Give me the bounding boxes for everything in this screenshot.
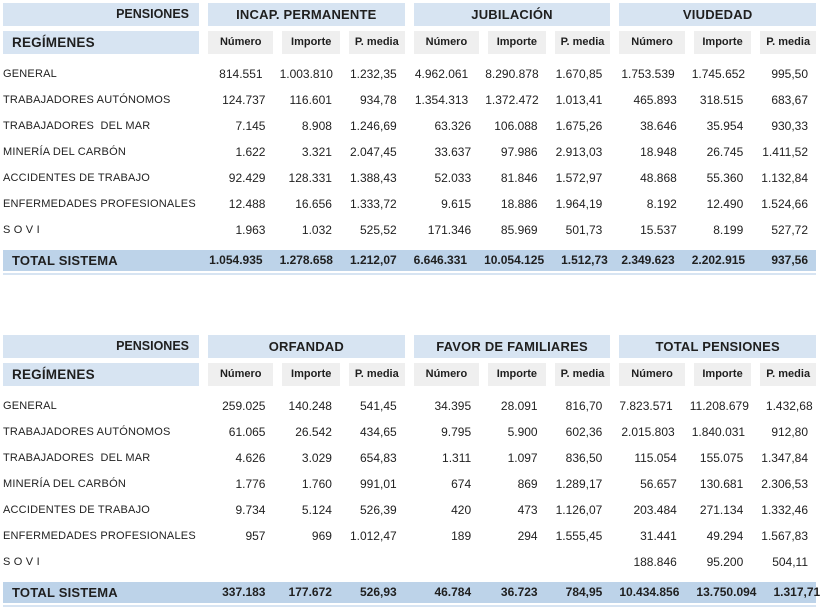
total-group: [414, 582, 611, 603]
table-row: [3, 419, 816, 445]
cell: 1.963: [235, 223, 266, 237]
table-row: [3, 445, 816, 471]
row-label: MINERÍA DEL CARBÓN: [3, 146, 126, 158]
row-group: [208, 523, 405, 549]
row-label: ACCIDENTES DE TRABAJO: [3, 172, 151, 184]
table-row: [3, 113, 816, 139]
row-label: ENFERMEDADES PROFESIONALES: [3, 198, 196, 210]
row-group: [619, 191, 816, 217]
cell: 26.745: [706, 145, 744, 159]
total-cell: 1.317,71: [773, 585, 820, 599]
cell: 2.306,53: [761, 477, 809, 491]
cell: 1.776: [235, 477, 266, 491]
cell: 171.346: [427, 223, 472, 237]
row-group: [619, 139, 816, 165]
total-cell: 46.784: [434, 585, 472, 599]
cell: 1.246,69: [349, 119, 397, 133]
total-cell: 337.183: [222, 585, 266, 599]
cell: 28.091: [500, 399, 538, 413]
cell: 63.326: [434, 119, 472, 133]
cell: 654,83: [359, 451, 397, 465]
cell: 814.551: [219, 67, 263, 81]
cell: 836,50: [565, 451, 603, 465]
cell: 1.388,43: [349, 171, 397, 185]
cell: 1.289,17: [555, 477, 603, 491]
cell: 124.737: [222, 93, 266, 107]
cell: 8.199: [713, 223, 744, 237]
cell: 1.372.472: [485, 93, 539, 107]
column-header: Importe: [282, 31, 339, 54]
cell: 7.823.571: [619, 399, 673, 413]
cell: 1.753.539: [621, 67, 675, 81]
cell: 991,01: [359, 477, 397, 491]
row-group: [414, 497, 611, 523]
cell: 541,45: [359, 399, 397, 413]
cell: 1.003.810: [279, 67, 333, 81]
cell: 116.601: [289, 93, 332, 107]
row-header-label: REGÍMENES: [3, 363, 199, 386]
total-cell: 1.212,07: [349, 253, 397, 267]
table-subheader-row: [3, 31, 816, 54]
cell: 49.294: [706, 529, 744, 543]
cell: 11.208.679: [689, 399, 749, 413]
row-group: [414, 113, 611, 139]
table-row: [3, 87, 816, 113]
table-row: [3, 61, 816, 87]
total-group: [414, 250, 611, 271]
row-label: TRABAJADORES DEL MAR: [3, 120, 151, 132]
row-group: [414, 61, 611, 87]
total-cell: 526,93: [359, 585, 397, 599]
cell: 189: [451, 529, 472, 543]
table-row: [3, 471, 816, 497]
cell: 9.615: [441, 197, 472, 211]
cell: 1.097: [507, 451, 538, 465]
cell: 9.795: [441, 425, 472, 439]
row-group: [414, 165, 611, 191]
row-group: [619, 393, 816, 419]
cell: 55.360: [706, 171, 744, 185]
cell: 106.088: [494, 119, 538, 133]
column-header: P. media: [349, 363, 405, 386]
row-group: [208, 139, 405, 165]
row-group: [619, 87, 816, 113]
column-header: Importe: [694, 31, 751, 54]
row-group: [208, 61, 405, 87]
cell: 48.868: [640, 171, 677, 185]
cell: 294: [517, 529, 538, 543]
cell: 8.290.878: [485, 67, 539, 81]
cell: 995,50: [771, 67, 809, 81]
row-label: S O V I: [3, 224, 40, 236]
cell: 1.333,72: [349, 197, 397, 211]
total-group: [619, 582, 820, 603]
table-row: [3, 139, 816, 165]
cell: 97.986: [500, 145, 538, 159]
row-group: [414, 87, 611, 113]
total-row: [3, 250, 816, 271]
row-group: [619, 419, 816, 445]
group-header: JUBILACIÓN: [414, 3, 611, 26]
row-group: [414, 139, 611, 165]
cell: 2.015.803: [621, 425, 675, 439]
cell: 140.248: [288, 399, 332, 413]
table-row: [3, 393, 816, 419]
column-header: P. media: [760, 363, 816, 386]
row-header-label: REGÍMENES: [3, 31, 199, 54]
total-cell: 1.278.658: [279, 253, 333, 267]
cell: 1.675,26: [555, 119, 603, 133]
cell: 95.200: [706, 555, 744, 569]
cell: 526,39: [359, 503, 397, 517]
cell: 15.537: [640, 223, 677, 237]
group-columns: [414, 363, 611, 386]
column-header: Número: [619, 363, 684, 386]
row-group: [619, 497, 816, 523]
cell: 930,33: [771, 119, 809, 133]
cell: 35.954: [706, 119, 744, 133]
cell: 957: [245, 529, 266, 543]
cell: 188.846: [633, 555, 677, 569]
group-header: TOTAL PENSIONES: [619, 335, 816, 358]
cell: 38.646: [640, 119, 677, 133]
total-label: TOTAL SISTEMA: [12, 253, 118, 268]
cell: 1.411,52: [762, 145, 809, 159]
cell: 18.948: [640, 145, 677, 159]
cell: 18.886: [500, 197, 538, 211]
group-columns: [414, 31, 611, 54]
row-label: TRABAJADORES AUTÓNOMOS: [3, 94, 171, 106]
cell: 1.332,46: [761, 503, 809, 517]
total-cell: 13.750.094: [696, 585, 757, 599]
cell: 8.908: [301, 119, 332, 133]
row-label: TRABAJADORES AUTÓNOMOS: [3, 426, 171, 438]
row-group: [208, 217, 405, 243]
cell: 1.670,85: [555, 67, 603, 81]
cell: 130.681: [699, 477, 744, 491]
table-row: [3, 549, 816, 575]
group-columns: [619, 363, 816, 386]
total-label: TOTAL SISTEMA: [12, 585, 118, 600]
cell: 3.029: [301, 451, 332, 465]
cell: 1.013,41: [555, 93, 603, 107]
cell: 1.840.031: [691, 425, 746, 439]
row-group: [208, 445, 405, 471]
row-group: [619, 61, 816, 87]
column-header: Número: [414, 31, 479, 54]
cell: 1.760: [301, 477, 332, 491]
cell: 115.054: [634, 451, 677, 465]
column-header: P. media: [760, 31, 816, 54]
cell: 4.626: [235, 451, 266, 465]
row-label: ENFERMEDADES PROFESIONALES: [3, 530, 196, 542]
total-row: [3, 582, 820, 603]
table-row: [3, 191, 816, 217]
row-group: [619, 523, 816, 549]
row-group: [208, 419, 405, 445]
group-columns: [208, 363, 405, 386]
column-header: Número: [208, 31, 273, 54]
cell: 26.542: [295, 425, 332, 439]
cell: 12.490: [706, 197, 744, 211]
total-group: [208, 250, 405, 271]
cell: 52.033: [434, 171, 472, 185]
column-header: P. media: [555, 363, 611, 386]
row-group: [208, 471, 405, 497]
total-group: [208, 582, 405, 603]
total-cell: 784,95: [565, 585, 603, 599]
row-group: [619, 549, 816, 575]
group-columns: [619, 31, 816, 54]
cell: 420: [451, 503, 472, 517]
column-header: Importe: [282, 363, 339, 386]
table-subheader-row: [3, 363, 816, 386]
row-group: [208, 497, 405, 523]
cell: 934,78: [359, 93, 397, 107]
cell: 674: [451, 477, 472, 491]
pensions-table-top: [3, 3, 816, 275]
cell: 318.515: [699, 93, 744, 107]
column-header: Número: [414, 363, 479, 386]
pensions-table-bottom: [3, 335, 820, 607]
cell: 434,65: [359, 425, 397, 439]
cell: 1.567,83: [761, 529, 809, 543]
cell: 5.900: [507, 425, 538, 439]
table-row: [3, 165, 816, 191]
cell: 203.484: [633, 503, 677, 517]
cell: 1.232,35: [349, 67, 397, 81]
row-group: [414, 191, 611, 217]
row-group: [414, 445, 611, 471]
cell: 816,70: [565, 399, 603, 413]
cell: 525,52: [359, 223, 397, 237]
table-row: [3, 497, 816, 523]
column-header: Número: [619, 31, 684, 54]
table-header-row: [3, 3, 816, 26]
total-cell: 2.349.623: [621, 253, 675, 267]
cell: 602,36: [565, 425, 603, 439]
row-group: [414, 419, 611, 445]
cell: 1.432,68: [765, 399, 813, 413]
row-label: MINERÍA DEL CARBÓN: [3, 478, 126, 490]
cell: 85.969: [500, 223, 538, 237]
group-header: VIUDEDAD: [619, 3, 816, 26]
total-cell: 36.723: [500, 585, 538, 599]
cell: 912,80: [771, 425, 809, 439]
column-header: P. media: [555, 31, 611, 54]
cell: 259.025: [222, 399, 266, 413]
row-label: TRABAJADORES DEL MAR: [3, 452, 151, 464]
cell: 1.032: [301, 223, 332, 237]
total-group: [619, 250, 816, 271]
cell: 16.656: [295, 197, 332, 211]
cell: 1.347,84: [761, 451, 809, 465]
row-group: [619, 113, 816, 139]
total-cell: 177.672: [288, 585, 332, 599]
cell: 465.893: [633, 93, 677, 107]
cell: 3.321: [301, 145, 332, 159]
cell: 1.964,19: [555, 197, 603, 211]
total-cell: 6.646.331: [413, 253, 468, 267]
total-underline: [3, 273, 816, 275]
cell: 1.132,84: [761, 171, 809, 185]
cell: 9.734: [235, 503, 266, 517]
cell: 527,72: [771, 223, 809, 237]
cell: 5.124: [301, 503, 332, 517]
cell: 56.657: [640, 477, 677, 491]
row-group: [414, 471, 611, 497]
cell: 1.311: [442, 451, 472, 465]
group-header: ORFANDAD: [208, 335, 405, 358]
row-group: [208, 87, 405, 113]
row-label: S O V I: [3, 556, 40, 568]
group-columns: [208, 31, 405, 54]
row-group: [619, 445, 816, 471]
cell: 34.395: [434, 399, 472, 413]
total-cell: 937,56: [771, 253, 809, 267]
row-group: [208, 393, 405, 419]
cell: 2.047,45: [349, 145, 397, 159]
row-label: ACCIDENTES DE TRABAJO: [3, 504, 151, 516]
cell: 92.429: [228, 171, 266, 185]
cell: 683,67: [771, 93, 809, 107]
table-header-row: [3, 335, 816, 358]
cell: 1.012,47: [349, 529, 397, 543]
column-header: Número: [208, 363, 273, 386]
row-group: [208, 165, 405, 191]
cell: 1.555,45: [555, 529, 603, 543]
row-label: GENERAL: [3, 68, 57, 80]
table-row: [3, 523, 816, 549]
cell: 8.192: [646, 197, 677, 211]
cell: 4.962.061: [414, 67, 469, 81]
cell: 1.126,07: [555, 503, 603, 517]
group-header: FAVOR DE FAMILIARES: [414, 335, 611, 358]
row-group: [414, 217, 611, 243]
cell: 81.846: [500, 171, 538, 185]
cell: 155.075: [699, 451, 744, 465]
cell: 61.065: [228, 425, 266, 439]
cell: 128.331: [288, 171, 332, 185]
cell: 1.622: [235, 145, 266, 159]
cell: 501,73: [565, 223, 603, 237]
cell: 504,11: [772, 555, 809, 569]
row-group: [414, 393, 611, 419]
cell: 473: [517, 503, 538, 517]
total-cell: 2.202.915: [691, 253, 746, 267]
pensions-corner-label: PENSIONES: [3, 335, 199, 358]
row-group: [619, 217, 816, 243]
column-header: Importe: [488, 363, 545, 386]
row-group: [208, 191, 405, 217]
cell: 31.441: [640, 529, 677, 543]
row-group: [208, 113, 405, 139]
cell: 869: [517, 477, 538, 491]
row-group: [619, 471, 816, 497]
cell: 1.524,66: [761, 197, 809, 211]
cell: 1.354.313: [414, 93, 469, 107]
total-cell: 1.512,73: [561, 253, 608, 267]
cell: 1.745.652: [691, 67, 746, 81]
total-cell: 10.054.125: [484, 253, 545, 267]
cell: 7.145: [235, 119, 266, 133]
row-label: GENERAL: [3, 400, 57, 412]
cell: 12.488: [228, 197, 266, 211]
cell: 2.913,03: [555, 145, 603, 159]
row-group: [619, 165, 816, 191]
total-cell: 1.054.935: [209, 253, 263, 267]
row-group: [414, 523, 611, 549]
pensions-corner-label: PENSIONES: [3, 3, 199, 26]
cell: 969: [311, 529, 332, 543]
table-row: [3, 217, 816, 243]
column-header: Importe: [694, 363, 751, 386]
cell: 271.134: [699, 503, 744, 517]
cell: 33.637: [434, 145, 472, 159]
total-cell: 10.434.856: [619, 585, 680, 599]
column-header: Importe: [488, 31, 545, 54]
column-header: P. media: [349, 31, 405, 54]
group-header: INCAP. PERMANENTE: [208, 3, 405, 26]
cell: 1.572,97: [555, 171, 603, 185]
